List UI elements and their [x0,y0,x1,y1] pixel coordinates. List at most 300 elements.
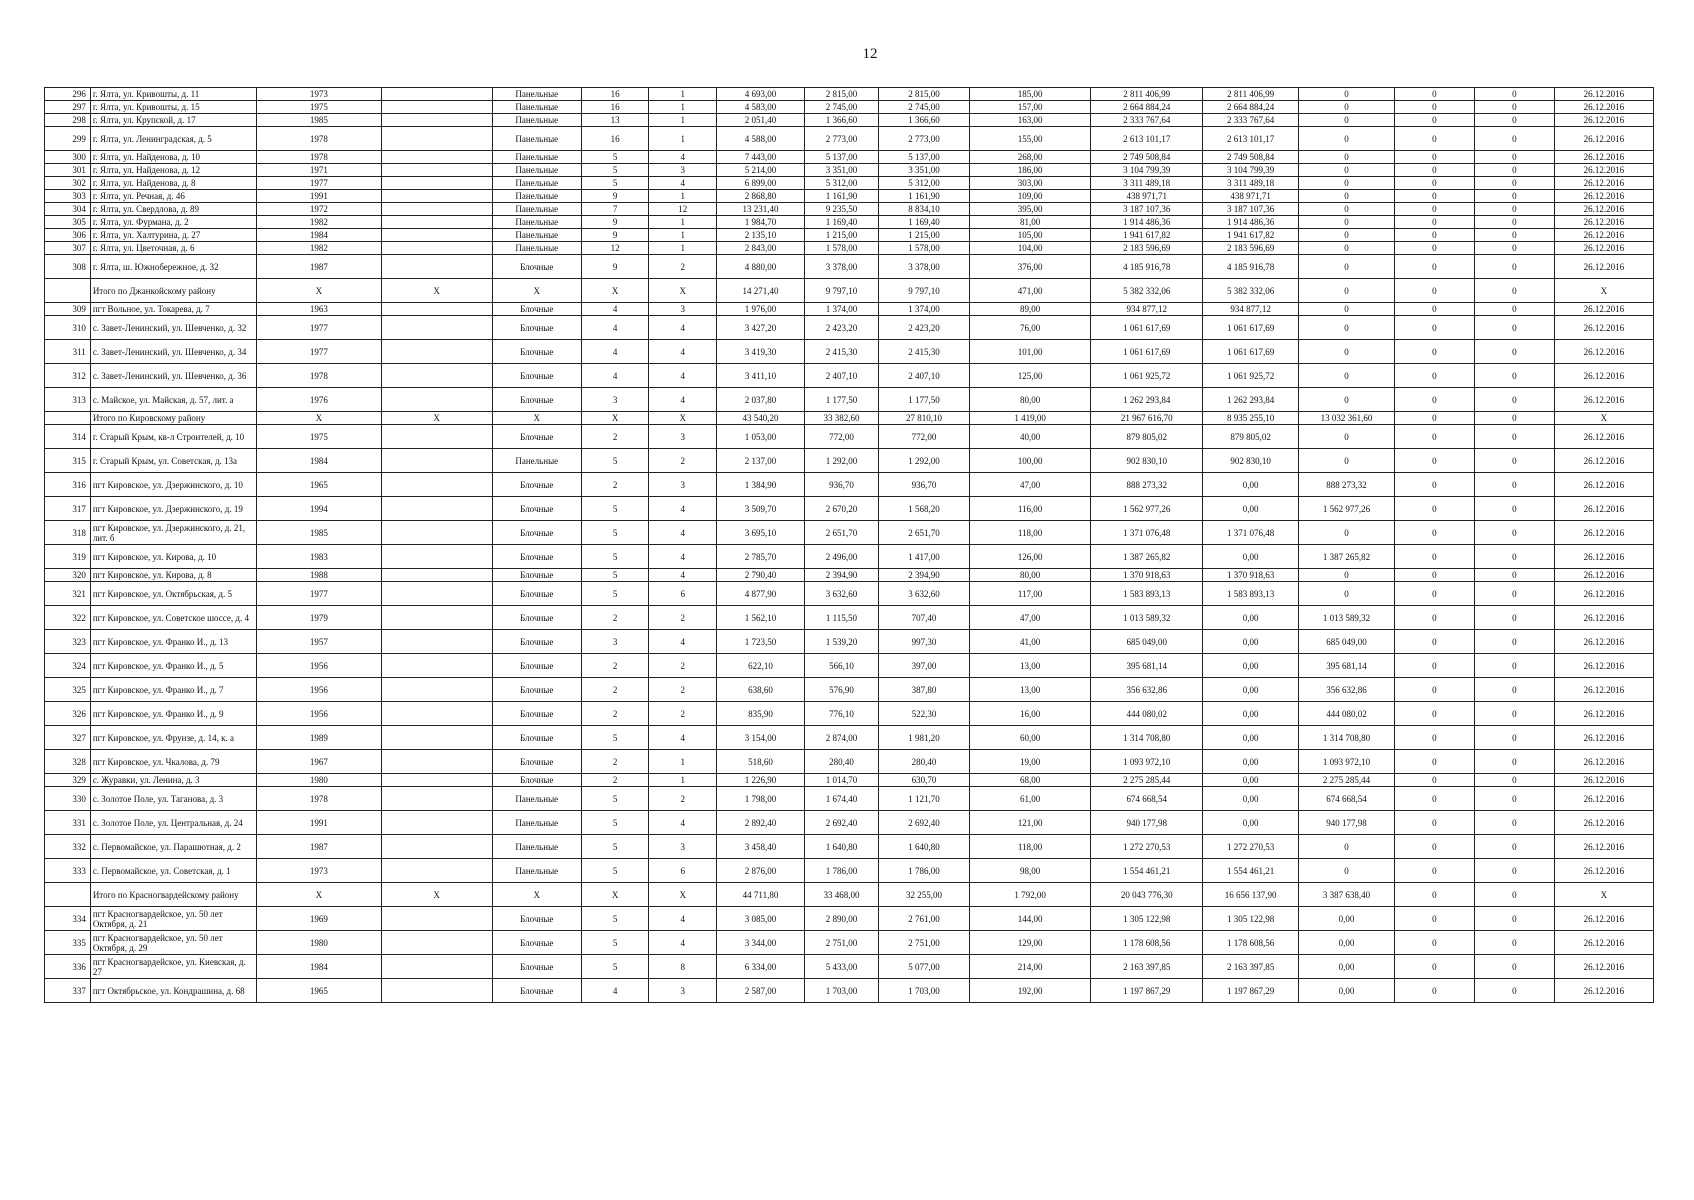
other-sources-cell: 0 [1474,521,1554,545]
budget-amount-cell: 0 [1299,190,1395,203]
table-row [45,190,1654,203]
row-number-cell: 306 [45,229,91,242]
total-cost-cell: 1 554 461,21 [1091,859,1203,883]
living-area-cell: 2 415,30 [804,340,879,364]
row-number-cell: 323 [45,630,91,654]
living-area-cell: 2 670,20 [804,497,879,521]
wall-material-cell: Блочные [492,473,582,497]
local-budget-cell: 0 [1394,702,1474,726]
floors-count-cell: 5 [582,931,649,955]
total-cost-cell: 5 382 332,06 [1091,279,1203,303]
local-budget-cell: 0 [1394,582,1474,606]
local-budget-cell: 0 [1394,774,1474,787]
living-area-cell: 1 177,50 [804,388,879,412]
residential-area-cell: 1 177,50 [879,388,970,412]
table-row [45,101,1654,114]
fund-amount-cell: 2 664 884,24 [1203,101,1299,114]
local-budget-cell: 0 [1394,127,1474,151]
residential-area-cell: 1 161,90 [879,190,970,203]
page-number: 12 [862,46,878,62]
total-area-cell: 1 976,00 [717,303,804,316]
floors-count-cell: 9 [582,229,649,242]
budget-amount-cell: 3 387 638,40 [1299,883,1395,907]
residents-count-cell: 101,00 [969,340,1090,364]
living-area-cell: 1 014,70 [804,774,879,787]
fund-amount-cell: 1 371 076,48 [1203,521,1299,545]
row-number-cell: 320 [45,569,91,582]
local-budget-cell: 0 [1394,569,1474,582]
other-sources-cell: 0 [1474,203,1554,216]
address-cell: пгт Кировское, ул. Франко И., д. 7 [90,678,256,702]
residential-area-cell: 936,70 [879,473,970,497]
floors-count-cell: 2 [582,750,649,774]
wall-material-cell: Блочные [492,582,582,606]
completion-date-cell: 26.12.2016 [1554,101,1653,114]
address-cell: г. Ялта, ул. Фурмана, д. 2 [90,216,256,229]
budget-amount-cell: 0 [1299,582,1395,606]
total-area-cell: 2 843,00 [717,242,804,255]
other-sources-cell: 0 [1474,787,1554,811]
residents-count-cell: 76,00 [969,316,1090,340]
wall-material-cell: Панельные [492,203,582,216]
completion-date-cell: X [1554,883,1653,907]
address-cell: пгт Кировское, ул. Дзержинского, д. 10 [90,473,256,497]
fund-amount-cell: 1 370 918,63 [1203,569,1299,582]
living-area-cell: 2 874,00 [804,726,879,750]
completion-date-cell: 26.12.2016 [1554,859,1653,883]
address-cell: г. Ялта, ул. Кривошты, д. 11 [90,88,256,101]
local-budget-cell: 0 [1394,316,1474,340]
table-row [45,255,1654,279]
wall-material-cell: Блочные [492,606,582,630]
wall-material-cell: Панельные [492,859,582,883]
total-cost-cell: 1 305 122,98 [1091,907,1203,931]
table-row [45,931,1654,955]
table-row [45,630,1654,654]
budget-amount-cell: 888 273,32 [1299,473,1395,497]
completion-date-cell: 26.12.2016 [1554,497,1653,521]
entrances-count-cell: 12 [649,203,717,216]
residential-area-cell: 2 415,30 [879,340,970,364]
total-area-cell: 6 899,00 [717,177,804,190]
local-budget-cell: 0 [1394,979,1474,1003]
row-number-cell: 319 [45,545,91,569]
construction-year-cell: 1984 [257,449,382,473]
commissioning-year-cell: X [381,279,492,303]
address-cell: пгт Кировское, ул. Дзержинского, д. 19 [90,497,256,521]
row-number-cell: 316 [45,473,91,497]
residential-area-cell: 32 255,00 [879,883,970,907]
other-sources-cell: 0 [1474,859,1554,883]
total-area-cell: 2 785,70 [717,545,804,569]
budget-amount-cell: 0 [1299,177,1395,190]
construction-year-cell: 1984 [257,955,382,979]
residents-count-cell: 126,00 [969,545,1090,569]
total-area-cell: 4 877,90 [717,582,804,606]
entrances-count-cell: 4 [649,177,717,190]
budget-amount-cell: 0 [1299,364,1395,388]
living-area-cell: 1 640,80 [804,835,879,859]
wall-material-cell: Блочные [492,569,582,582]
residents-count-cell: 116,00 [969,497,1090,521]
residential-area-cell: 1 703,00 [879,979,970,1003]
total-area-cell: 2 137,00 [717,449,804,473]
entrances-count-cell: 4 [649,340,717,364]
residential-area-cell: 707,40 [879,606,970,630]
local-budget-cell: 0 [1394,654,1474,678]
budget-amount-cell: 395 681,14 [1299,654,1395,678]
budget-amount-cell: 0 [1299,127,1395,151]
address-cell: г. Ялта, ш. Южнобережное, д. 32 [90,255,256,279]
budget-amount-cell: 0 [1299,425,1395,449]
budget-amount-cell: 0 [1299,216,1395,229]
other-sources-cell: 0 [1474,835,1554,859]
address-cell: г. Старый Крым, кв-л Строителей, д. 10 [90,425,256,449]
local-budget-cell: 0 [1394,340,1474,364]
floors-count-cell: 2 [582,606,649,630]
other-sources-cell: 0 [1474,127,1554,151]
construction-year-cell: 1982 [257,242,382,255]
completion-date-cell: 26.12.2016 [1554,216,1653,229]
commissioning-year-cell [381,88,492,101]
completion-date-cell: 26.12.2016 [1554,229,1653,242]
total-cost-cell: 1 314 708,80 [1091,726,1203,750]
construction-year-cell: 1983 [257,545,382,569]
wall-material-cell: Блочные [492,545,582,569]
living-area-cell: 2 890,00 [804,907,879,931]
completion-date-cell: 26.12.2016 [1554,425,1653,449]
residents-count-cell: 1 792,00 [969,883,1090,907]
commissioning-year-cell [381,177,492,190]
residents-count-cell: 192,00 [969,979,1090,1003]
total-area-cell: 638,60 [717,678,804,702]
district-total-row [45,279,1654,303]
living-area-cell: 1 115,50 [804,606,879,630]
local-budget-cell: 0 [1394,606,1474,630]
other-sources-cell: 0 [1474,388,1554,412]
entrances-count-cell: 4 [649,630,717,654]
table-row [45,151,1654,164]
commissioning-year-cell [381,316,492,340]
local-budget-cell: 0 [1394,242,1474,255]
total-area-cell: 1 384,90 [717,473,804,497]
residential-area-cell: 8 834,10 [879,203,970,216]
floors-count-cell: 2 [582,678,649,702]
row-number-cell [45,412,91,425]
completion-date-cell: 26.12.2016 [1554,88,1653,101]
entrances-count-cell: 3 [649,164,717,177]
completion-date-cell: 26.12.2016 [1554,388,1653,412]
floors-count-cell: 4 [582,303,649,316]
construction-year-cell: 1965 [257,979,382,1003]
other-sources-cell: 0 [1474,883,1554,907]
row-number-cell: 299 [45,127,91,151]
total-area-cell: 1 723,50 [717,630,804,654]
table-row [45,177,1654,190]
completion-date-cell: 26.12.2016 [1554,931,1653,955]
budget-amount-cell: 444 080,02 [1299,702,1395,726]
construction-year-cell: 1973 [257,88,382,101]
local-budget-cell: 0 [1394,521,1474,545]
completion-date-cell: 26.12.2016 [1554,364,1653,388]
fund-amount-cell: 0,00 [1203,654,1299,678]
floors-count-cell: 12 [582,242,649,255]
total-area-cell: 835,90 [717,702,804,726]
other-sources-cell: 0 [1474,88,1554,101]
commissioning-year-cell [381,630,492,654]
completion-date-cell: 26.12.2016 [1554,955,1653,979]
living-area-cell: 2 394,90 [804,569,879,582]
fund-amount-cell: 0,00 [1203,726,1299,750]
completion-date-cell: 26.12.2016 [1554,569,1653,582]
residential-area-cell: 1 786,00 [879,859,970,883]
commissioning-year-cell [381,774,492,787]
floors-count-cell: 5 [582,449,649,473]
housing-registry-table [44,87,1654,1003]
floors-count-cell: 5 [582,787,649,811]
table-row [45,364,1654,388]
entrances-count-cell: X [649,279,717,303]
fund-amount-cell: 0,00 [1203,497,1299,521]
budget-amount-cell: 1 314 708,80 [1299,726,1395,750]
commissioning-year-cell [381,425,492,449]
floors-count-cell: 5 [582,521,649,545]
wall-material-cell: Блочные [492,521,582,545]
floors-count-cell: 5 [582,907,649,931]
total-cost-cell: 1 093 972,10 [1091,750,1203,774]
fund-amount-cell: 0,00 [1203,750,1299,774]
wall-material-cell: Блочные [492,425,582,449]
address-cell: Итого по Кировскому району [90,412,256,425]
living-area-cell: 2 651,70 [804,521,879,545]
residential-area-cell: 2 394,90 [879,569,970,582]
completion-date-cell: 26.12.2016 [1554,545,1653,569]
fund-amount-cell: 0,00 [1203,774,1299,787]
budget-amount-cell: 356 632,86 [1299,678,1395,702]
total-cost-cell: 940 177,98 [1091,811,1203,835]
local-budget-cell: 0 [1394,955,1474,979]
living-area-cell: 1 539,20 [804,630,879,654]
budget-amount-cell: 0 [1299,101,1395,114]
fund-amount-cell: 3 104 799,39 [1203,164,1299,177]
wall-material-cell: X [492,412,582,425]
total-area-cell: 43 540,20 [717,412,804,425]
total-cost-cell: 1 370 918,63 [1091,569,1203,582]
completion-date-cell: 26.12.2016 [1554,164,1653,177]
living-area-cell: 1 292,00 [804,449,879,473]
entrances-count-cell: 4 [649,316,717,340]
budget-amount-cell: 0 [1299,388,1395,412]
completion-date-cell: 26.12.2016 [1554,582,1653,606]
total-area-cell: 518,60 [717,750,804,774]
address-cell: с. Завет-Ленинский, ул. Шевченко, д. 34 [90,340,256,364]
commissioning-year-cell [381,702,492,726]
completion-date-cell: 26.12.2016 [1554,606,1653,630]
commissioning-year-cell [381,606,492,630]
wall-material-cell: Панельные [492,151,582,164]
row-number-cell: 312 [45,364,91,388]
commissioning-year-cell [381,473,492,497]
living-area-cell: 2 773,00 [804,127,879,151]
entrances-count-cell: 2 [649,787,717,811]
table-row [45,425,1654,449]
total-area-cell: 14 271,40 [717,279,804,303]
budget-amount-cell: 2 275 285,44 [1299,774,1395,787]
entrances-count-cell: 2 [649,255,717,279]
living-area-cell: 1 674,40 [804,787,879,811]
table-row [45,449,1654,473]
local-budget-cell: 0 [1394,216,1474,229]
commissioning-year-cell [381,979,492,1003]
completion-date-cell: 26.12.2016 [1554,303,1653,316]
local-budget-cell: 0 [1394,364,1474,388]
other-sources-cell: 0 [1474,255,1554,279]
total-area-cell: 2 135,10 [717,229,804,242]
total-cost-cell: 1 061 617,69 [1091,316,1203,340]
total-area-cell: 3 411,10 [717,364,804,388]
local-budget-cell: 0 [1394,101,1474,114]
floors-count-cell: 4 [582,316,649,340]
residents-count-cell: 121,00 [969,811,1090,835]
residents-count-cell: 395,00 [969,203,1090,216]
residential-area-cell: 1 292,00 [879,449,970,473]
budget-amount-cell: 0 [1299,569,1395,582]
row-number-cell: 311 [45,340,91,364]
total-area-cell: 3 427,20 [717,316,804,340]
commissioning-year-cell [381,859,492,883]
wall-material-cell: Блочные [492,364,582,388]
other-sources-cell: 0 [1474,164,1554,177]
address-cell: пгт Кировское, ул. Франко И., д. 5 [90,654,256,678]
table-row [45,702,1654,726]
budget-amount-cell: 0 [1299,255,1395,279]
total-cost-cell: 356 632,86 [1091,678,1203,702]
fund-amount-cell: 2 183 596,69 [1203,242,1299,255]
completion-date-cell: 26.12.2016 [1554,203,1653,216]
wall-material-cell: Блочные [492,931,582,955]
total-area-cell: 1 053,00 [717,425,804,449]
residential-area-cell: 9 797,10 [879,279,970,303]
construction-year-cell: 1989 [257,726,382,750]
completion-date-cell: 26.12.2016 [1554,678,1653,702]
fund-amount-cell: 1 061 617,69 [1203,340,1299,364]
total-cost-cell: 902 830,10 [1091,449,1203,473]
other-sources-cell: 0 [1474,151,1554,164]
wall-material-cell: Блочные [492,726,582,750]
address-cell: с. Завет-Ленинский, ул. Шевченко, д. 36 [90,364,256,388]
construction-year-cell: 1977 [257,582,382,606]
construction-year-cell: X [257,279,382,303]
living-area-cell: 5 312,00 [804,177,879,190]
residents-count-cell: 268,00 [969,151,1090,164]
living-area-cell: 1 161,90 [804,190,879,203]
commissioning-year-cell [381,101,492,114]
address-cell: с. Майское, ул. Майская, д. 57, лит. а [90,388,256,412]
wall-material-cell: Блочные [492,678,582,702]
other-sources-cell: 0 [1474,702,1554,726]
living-area-cell: 9 235,50 [804,203,879,216]
address-cell: пгт Красногвардейское, ул. 50 лет Октября, д. 21 [90,907,256,931]
residential-area-cell: 5 137,00 [879,151,970,164]
local-budget-cell: 0 [1394,164,1474,177]
construction-year-cell: 1984 [257,229,382,242]
entrances-count-cell: 1 [649,114,717,127]
commissioning-year-cell [381,811,492,835]
total-cost-cell: 1 583 893,13 [1091,582,1203,606]
budget-amount-cell: 940 177,98 [1299,811,1395,835]
fund-amount-cell: 934 877,12 [1203,303,1299,316]
commissioning-year-cell [381,750,492,774]
construction-year-cell: 1978 [257,127,382,151]
construction-year-cell: 1975 [257,425,382,449]
construction-year-cell: 1988 [257,569,382,582]
wall-material-cell: Блочные [492,750,582,774]
total-cost-cell: 1 387 265,82 [1091,545,1203,569]
commissioning-year-cell [381,151,492,164]
other-sources-cell: 0 [1474,473,1554,497]
commissioning-year-cell [381,569,492,582]
address-cell: г. Ялта, ул. Найденова, д. 10 [90,151,256,164]
living-area-cell: 772,00 [804,425,879,449]
entrances-count-cell: 1 [649,127,717,151]
residents-count-cell: 13,00 [969,678,1090,702]
fund-amount-cell: 438 971,71 [1203,190,1299,203]
residential-area-cell: 1 366,60 [879,114,970,127]
entrances-count-cell: 4 [649,388,717,412]
commissioning-year-cell [381,127,492,151]
floors-count-cell: 5 [582,177,649,190]
total-area-cell: 44 711,80 [717,883,804,907]
other-sources-cell: 0 [1474,569,1554,582]
entrances-count-cell: X [649,412,717,425]
fund-amount-cell: 1 197 867,29 [1203,979,1299,1003]
residential-area-cell: 522,30 [879,702,970,726]
floors-count-cell: 2 [582,654,649,678]
residential-area-cell: 1 568,20 [879,497,970,521]
other-sources-cell: 0 [1474,177,1554,190]
fund-amount-cell: 0,00 [1203,811,1299,835]
construction-year-cell: 1991 [257,190,382,203]
entrances-count-cell: 1 [649,88,717,101]
commissioning-year-cell [381,340,492,364]
residents-count-cell: 471,00 [969,279,1090,303]
residents-count-cell: 376,00 [969,255,1090,279]
budget-amount-cell: 0 [1299,303,1395,316]
commissioning-year-cell [381,216,492,229]
completion-date-cell: 26.12.2016 [1554,242,1653,255]
living-area-cell: 1 786,00 [804,859,879,883]
construction-year-cell: 1991 [257,811,382,835]
entrances-count-cell: 1 [649,101,717,114]
local-budget-cell: 0 [1394,931,1474,955]
total-cost-cell: 2 811 406,99 [1091,88,1203,101]
commissioning-year-cell [381,364,492,388]
residents-count-cell: 144,00 [969,907,1090,931]
address-cell: пгт Кировское, ул. Кирова, д. 10 [90,545,256,569]
total-area-cell: 3 344,00 [717,931,804,955]
floors-count-cell: 7 [582,203,649,216]
living-area-cell: 2 815,00 [804,88,879,101]
total-area-cell: 3 509,70 [717,497,804,521]
entrances-count-cell: 4 [649,364,717,388]
total-area-cell: 5 214,00 [717,164,804,177]
budget-amount-cell: 0,00 [1299,907,1395,931]
address-cell: г. Старый Крым, ул. Советская, д. 13а [90,449,256,473]
local-budget-cell: 0 [1394,630,1474,654]
residents-count-cell: 1 419,00 [969,412,1090,425]
construction-year-cell: 1956 [257,702,382,726]
address-cell: пгт Кировское, ул. Чкалова, д. 79 [90,750,256,774]
